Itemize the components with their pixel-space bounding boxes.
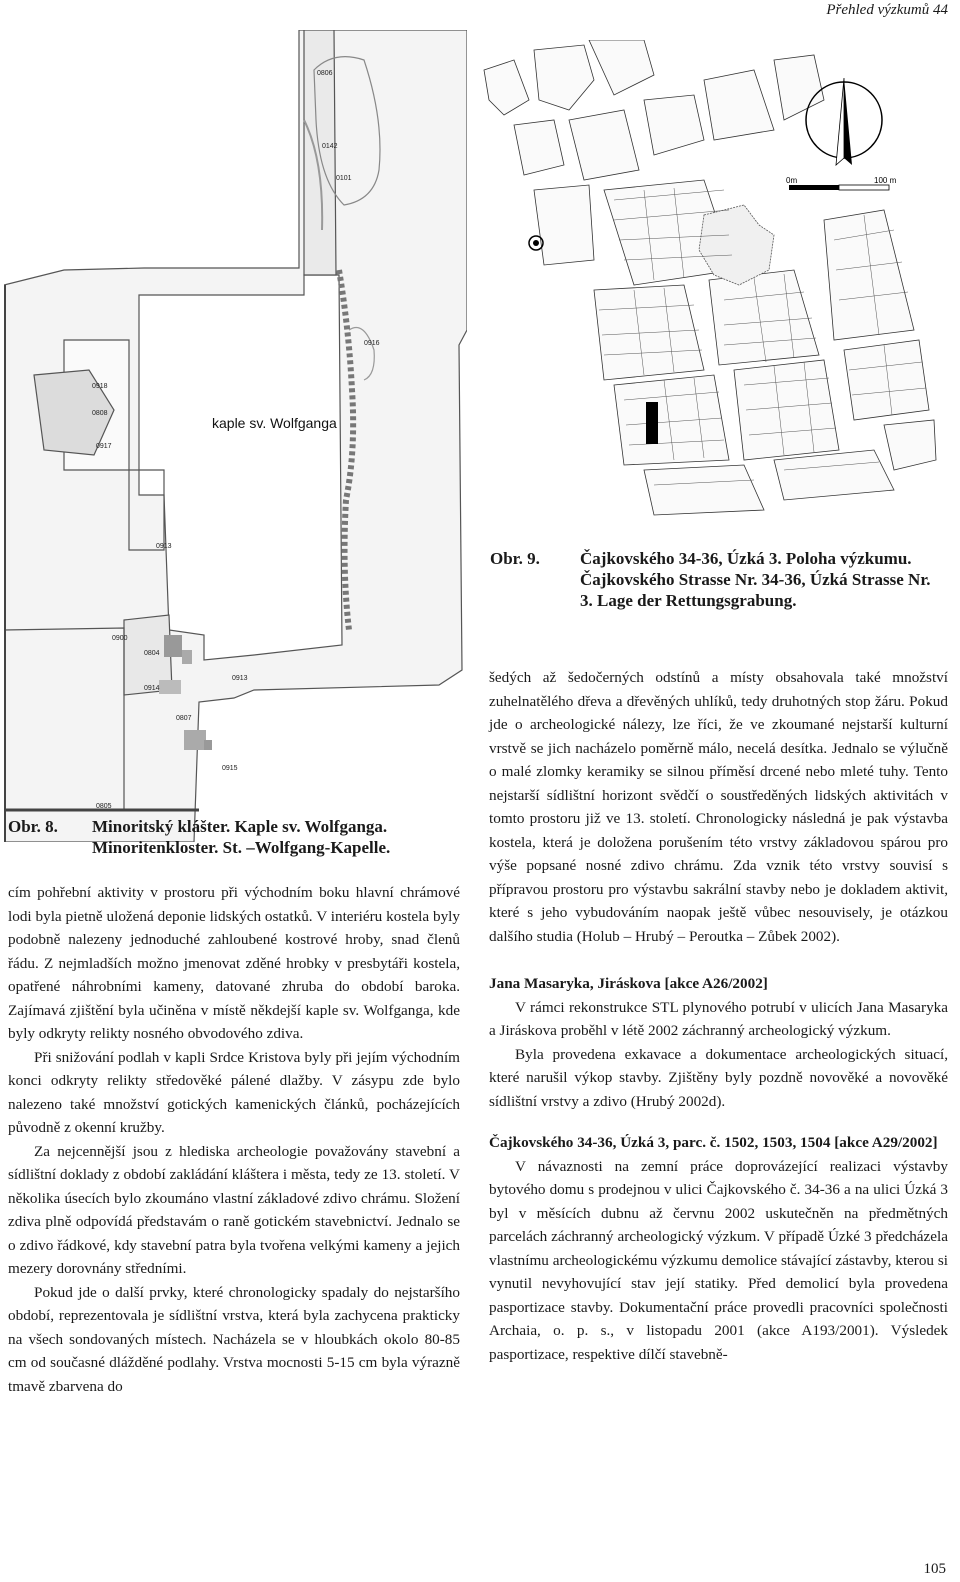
plan-code: 0807: [176, 715, 192, 722]
scale-start-label: 0m: [786, 176, 798, 185]
section-heading: Čajkovského 34-36, Úzká 3, parc. č. 1502, 1503, 1504 [akce A29/2002]: [489, 1134, 938, 1151]
body-paragraph: cím pohřební aktivity v prostoru při východním boku hlavní chrámové lodi byla pietně uložená deponie lidských ostatků. V interiéru kostela byly podobně nalezeny jednoduché zahloubené kostrové hroby, snad členů řádu. Z nejmladších možno jmenovat zděné hrobky v presbytáři kostela, opatřené náhrobními kameny, datované zhruba do období baroka. Zajímavá zjištění byla učiněna v místě někdejší kaple sv. Wolfganga, kde byly odkryty relikty nosného obvodového zdiva.: [8, 884, 460, 1042]
chapel-interior: [139, 275, 342, 660]
plan-code: 0806: [317, 70, 333, 77]
caption-line: Minoritenkloster. St. –Wolfgang-Kapelle.: [92, 838, 391, 857]
map-block: [734, 360, 839, 460]
plan-code: 0142: [322, 143, 338, 150]
caption-line: Čajkovského 34-36, Úzká 3. Poloha výzkumu.: [580, 549, 912, 568]
figure-8-site-plan: [4, 30, 467, 842]
body-paragraph: Při snižování podlah v kapli Srdce Kristova byly při jejím východním konci odkryty relikty středověké pálené dlažby. V zásypu zde bylo nalezeno také množství gotických kamenických článků, pocházejících původně z okenní kružby.: [8, 1048, 460, 1136]
map-block: [534, 185, 594, 265]
body-paragraph: Pokud jde o další prvky, které chronologicky spadaly do nejstaršího období, reprezentovala je sídlištní vrstva, která byla zachycena prakticky na všech sondovaných místech. Nacházela se v hloubkách okolo 80-85 cm od současné dlážděné podlahy. Vrstva mocnosti 5-15 cm byla výrazně tmavě zbarvena do: [8, 1283, 460, 1395]
plan-code: 0916: [364, 340, 380, 347]
body-paragraph: V návaznosti na zemní práce doprovázející realizaci výstavby bytového domu s prodejnou v ulici Čajkovského č. 34-36 a na ulici Úzká 3 byl v měsících dubnu až červnu 2002 uskutečněn na předmětných parcelách záchranný archeologický výzkum. V případě Úzké 3 předcházela vlastnímu archeologickému výzkumu demolice stávající zástavby, kterou si vynutil nevyhovující stav její statiky. Před demolicí byla provedena pasportizace stavby. Dokumentační práce provedli pracovníci společnosti Archaia, o. p. s., v listopadu 2001 (akce A193/2001). Výsledek pasportizace, respektive dílčí stavebně-: [489, 1157, 948, 1363]
plan-code: 0913: [156, 543, 172, 550]
caption-line: Čajkovského Strasse Nr. 34-36, Úzká Strasse Nr.: [580, 570, 931, 589]
figure-9-caption: [490, 548, 950, 618]
plan-code: 0918: [92, 383, 108, 390]
scale-end-label: 100 m: [874, 176, 897, 185]
plan-code: 0808: [92, 410, 108, 417]
map-block: [844, 340, 929, 420]
page-number: 105: [923, 1561, 946, 1577]
plan-code: 0915: [222, 765, 238, 772]
excavation-parcel-marker: [646, 402, 658, 444]
caption-line: 3. Lage der Rettungsgrabung.: [580, 591, 797, 610]
plan-code: 0900: [112, 635, 128, 642]
map-block: [614, 375, 729, 465]
running-title: Přehled výzkumů 44: [826, 2, 948, 18]
map-block: [644, 465, 764, 515]
caption-line: Minoritský klášter. Kaple sv. Wolfganga.: [92, 817, 388, 836]
plan-code: 0913: [232, 675, 248, 682]
body-paragraph: Byla provedena exkavace a dokumentace archeologických situací, které narušil výkop stavby. Zjištěny byly pozdně novověké a novověké sídlištní vrstvy a zdivo (Hrubý 2002d).: [489, 1045, 948, 1110]
section-heading: Jana Masaryka, Jiráskova [akce A26/2002]: [489, 975, 768, 992]
body-paragraph: V rámci rekonstrukce STL plynového potrubí v ulicích Jana Masaryka a Jiráskova proběhl v létě 2002 záchranný archeologický výzkum.: [489, 998, 948, 1039]
caption-number: Obr. 8.: [8, 817, 58, 836]
figure-9-town-map: [474, 40, 948, 525]
body-paragraph: Za nejcennější jsou z hlediska archeologie považovány stavební a sídlištní doklady z období zakládání kláštera i města, tedy ze 13. století. V několika úsecích bylo zkoumáno vlastní základové zdivo chrámu. Složení zdiva plně odpovídá představám o raně gotickém stavebnictví. Jednalo se o zdivo řádkové, kdy stavební patra byla tvořena velkými kameny a jejich mezery dorovnány středními.: [8, 1142, 460, 1277]
plan-code: 0101: [336, 175, 352, 182]
figure-8-caption: [8, 816, 468, 862]
plan-code: 0805: [96, 803, 112, 810]
plan-code: 0804: [144, 650, 160, 657]
body-paragraph: šedých až šedočerných odstínů a místy obsahovala také množství zuhelnatělého dřeva a dřevěných uhlíků, tedy druhotných stop žáru. Pokud jde o archeologické nálezy, lze říci, že ve zkoumané nejstarší kulturní vrstvě se jich nacházelo poměrně málo, necelá desítka. Jednalo se výlučně o malé zlomky keramiky se silnou příměsí drcené nebo mleté tuhy. Tento nejstarší sídlištní horizont svědčí o soustředěných lidských aktivitách v tomto prostoru již ve 13. století. Chronologicky následná je pak výstavba kostela, která je doložena porušením této vrstvy základovou spárou pro výše popsané nosné zdivo chrámu. Zda vznik této vrstvy souvisí s přípravou prostoru pro výstavbu sakrální stavby nebo je dokladem aktivit, které s jeho vybudováním naopak ještě vůbec nesouvisely, je otázkou dalšího studia (Holub – Hrubý – Peroutka – Zůbek 2002).: [489, 669, 948, 945]
left-text-column: [8, 881, 460, 1398]
plan-code: 0914: [144, 685, 160, 692]
plan-label: kaple sv. Wolfganga: [212, 415, 337, 431]
right-text-column: [489, 666, 948, 1366]
plan-code: 0917: [96, 443, 112, 450]
caption-number: Obr. 9.: [490, 549, 540, 568]
